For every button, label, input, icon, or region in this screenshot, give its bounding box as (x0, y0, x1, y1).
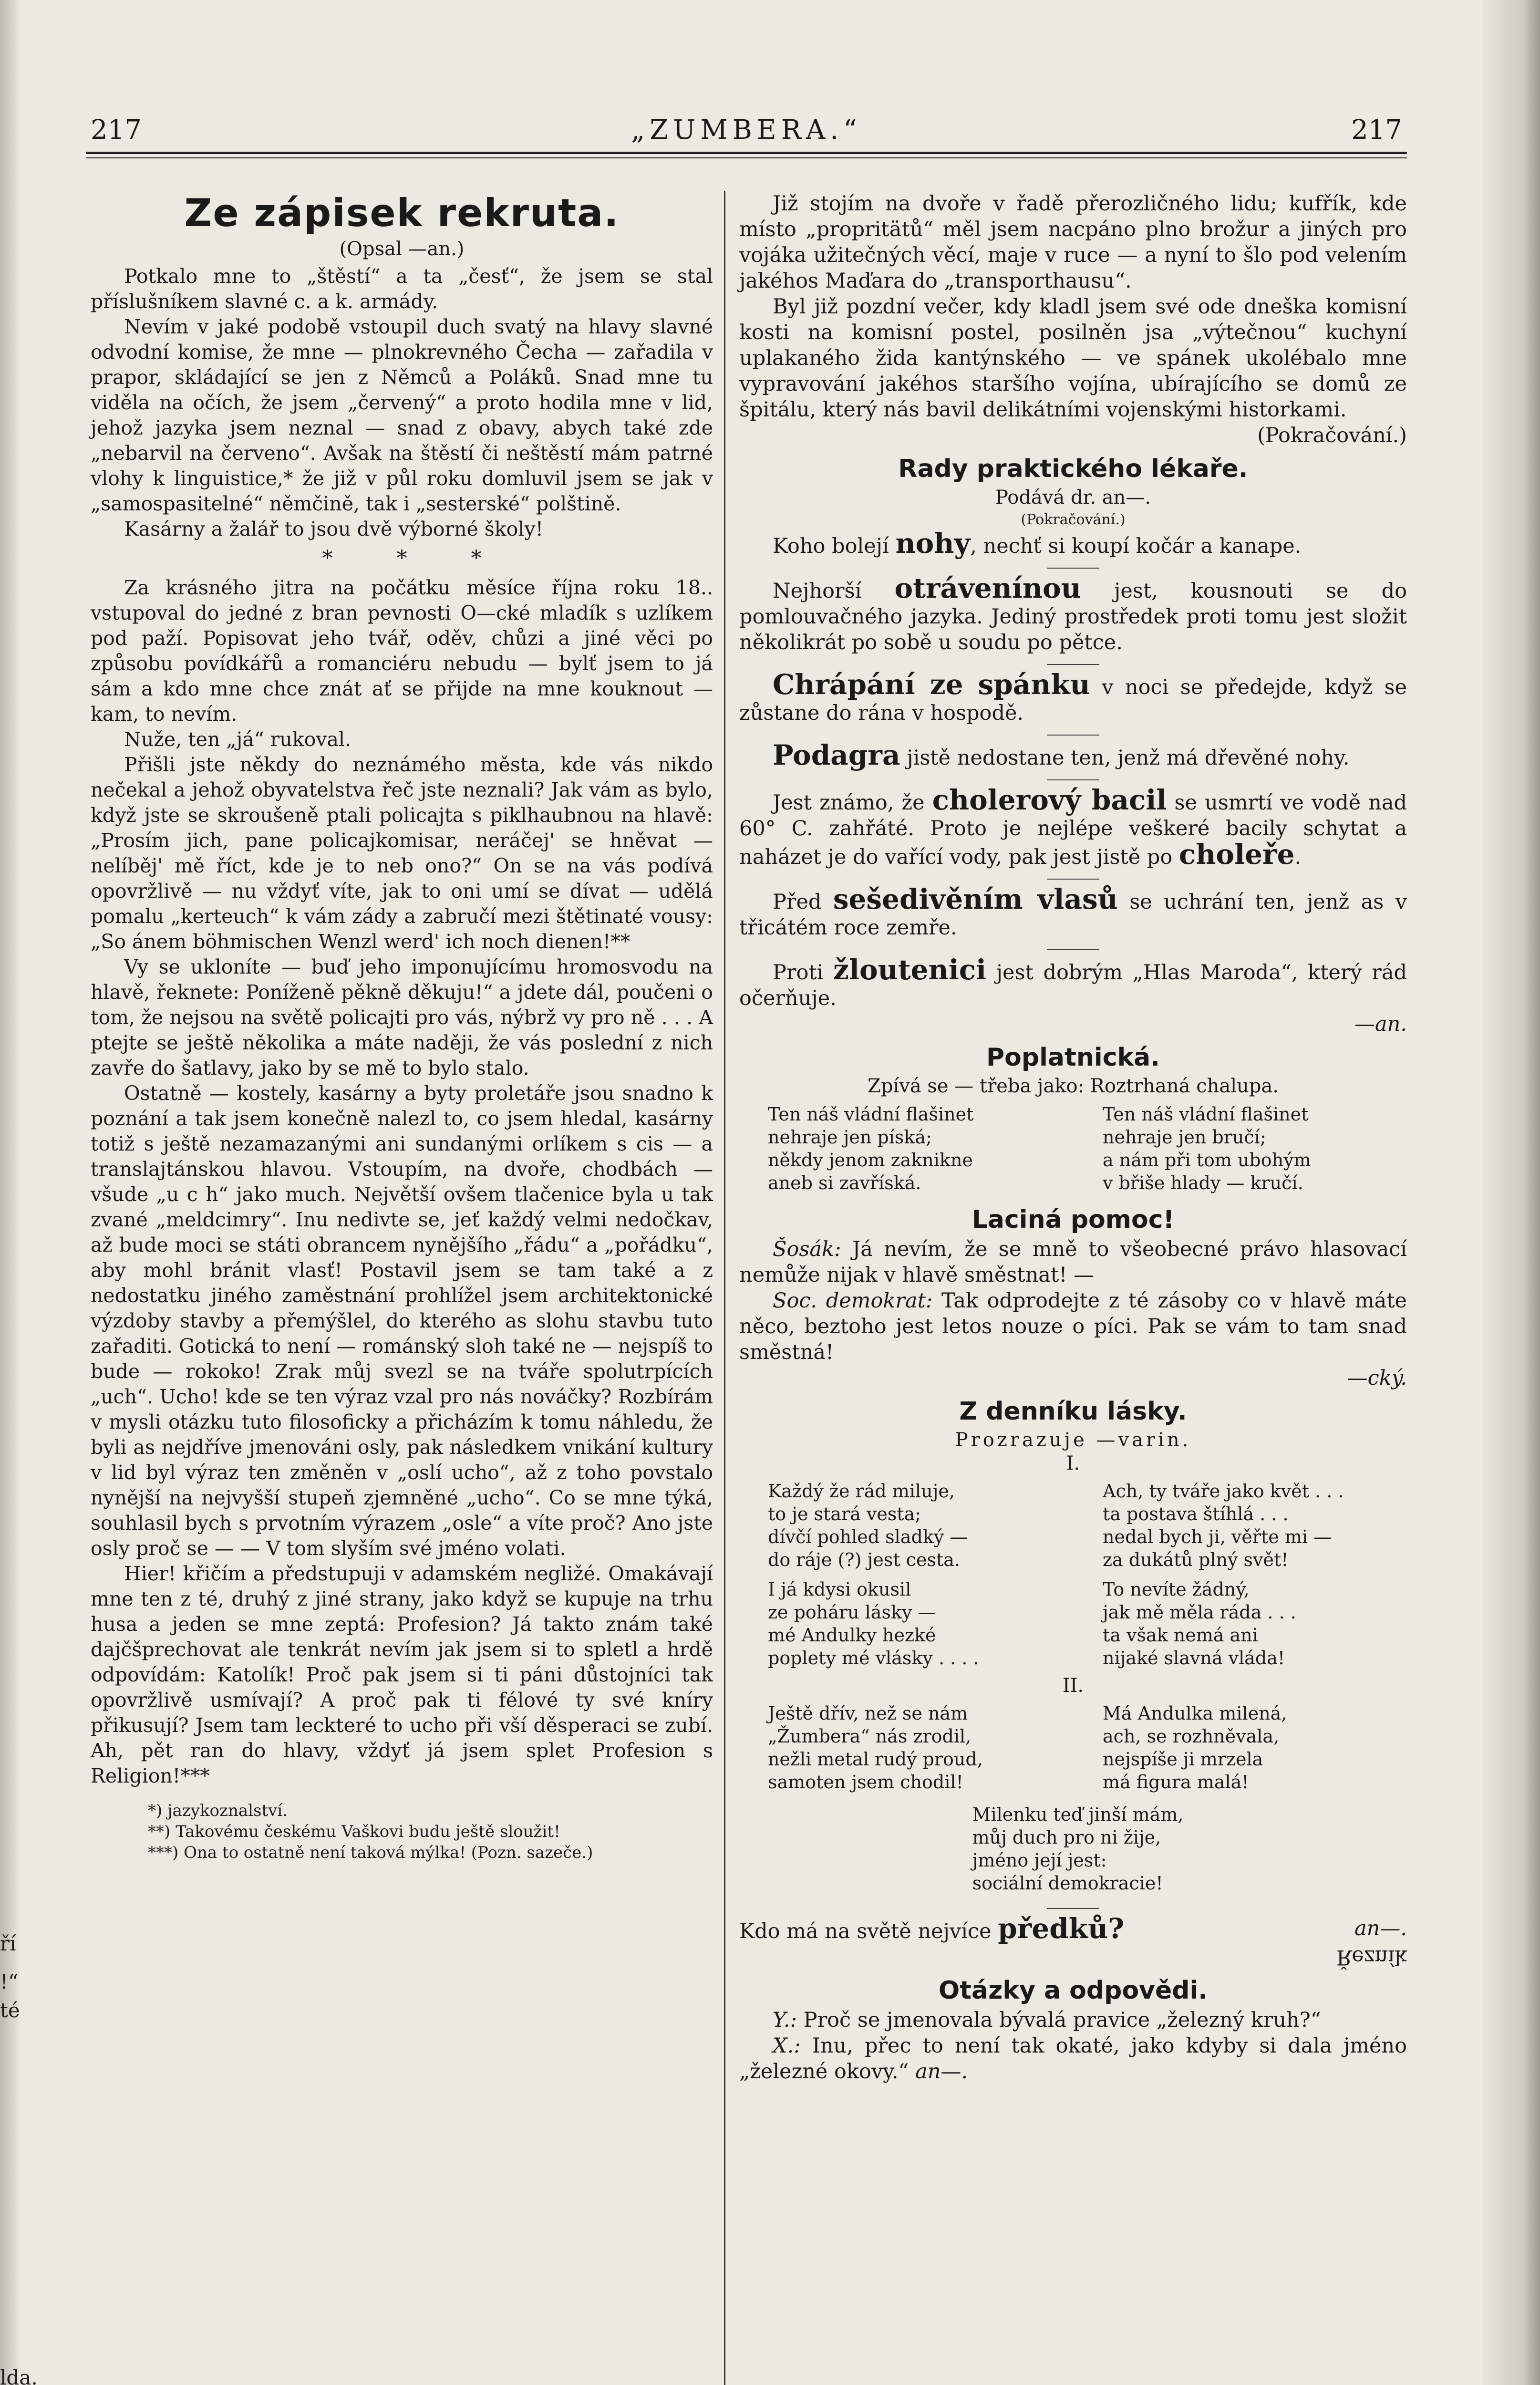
verse: za dukátů plný svět! (1103, 1549, 1289, 1570)
verse: nehraje jen bručí; (1103, 1127, 1266, 1148)
footnote: **) Takovému českému Vaškovi budu ještě sloužit! (148, 1822, 560, 1841)
separator (1047, 568, 1099, 569)
footnotes (91, 1800, 713, 1863)
continuation-note: (Pokračování.) (1257, 424, 1407, 447)
margin-fragment: !“ (0, 1970, 19, 1993)
separator (1047, 735, 1099, 736)
paragraph: Nevím v jaké podobě vstoupil duch svatý na hlavy slavné odvodní komise, že mne — plnokrevného Čecha — zařadila v prapor, skládající se jen z Němců a Poláků. Snad mne tu viděla na očích, že jsem „červený“ a proto hodila mne v lid, jehož jazyka jsem neznal — snad z obavy, abych také zde „nebarvil na červeno“. Avšak na štěstí či neštěstí mám patrné vlohy k linguistice,* že již v půl roku domluvil jsem se jak v „samospasitelné“ němčině, tak i „sesterské“ polštině. (91, 315, 713, 515)
margin-fragment: té (0, 1999, 20, 2022)
separator (1047, 1908, 1099, 1909)
separator (1047, 779, 1099, 780)
poem (739, 1697, 1407, 1798)
verse: nejspíše ji mrzela (1103, 1749, 1263, 1770)
paragraph: Vy se ukloníte — buď jeho imponujícímu hromosvodu na hlavě, řeknete: Poníženě pěkně děkuju!“ a jdete dál, poučeni o tom, že nejsou na světě policajti pro vás, nýbrž vy pro ně . . . A ptejte se ještě několika a máte naději, že vás poslední z nich zavře do šatlavy, jako by se mě to bylo stalo. (91, 955, 713, 1079)
advice-byline: Podává dr. an—. (995, 487, 1151, 508)
verse: I já kdysi okusil (768, 1579, 911, 1600)
separator (1047, 664, 1099, 665)
verse: Každý že rád miluje, (768, 1481, 955, 1502)
verse: ze poháru lásky — (768, 1602, 936, 1623)
left-column (91, 191, 713, 1863)
left-page-edge (0, 0, 19, 2385)
verse: Milenku teď jinší mám, (972, 1804, 1184, 1825)
column-divider (724, 191, 725, 2385)
paragraph: Ostatně — kostely, kasárny a byty proletáře jsou snadno k poznání a tak jsem konečně nalezl to, co jsem hledal, kasárny totiž s ještě nezamazanými ani sundanými orlíkem s cis — a translajtánskou hlavou. Vstoupím, na dvoře, chodbách — všude „u c h“ jako much. Největší ovšem tlačenice byla u tak zvané „meldcimry“. Inu nedivte se, jeť každý velmi nedočkav, až bude moci se státi obrancem nynějšího „řádu“ a „pořádku“, aby mohl bránit vlasť! Postavil jsem se tam také a z nedostatku jiného zaměstnání prohlížel jsem architektonické výzdoby stavby a přemýšlel, do kterého as slohu stavbu tuto zařaditi. Gotická to není — románský sloh také ne — nejspíš to bude — rokoko! Zrak můj svezl se na tváře spolutrpících „uch“. Ucho! kde se ten výraz vzal pro nás nováčky? Rozbírám v mysli otázku tuto filosoficky a přicházím k tomu náhledu, že byli as nejdříve jmenováni osly, pak následkem vnikání kultury v lid byl výraz ten změněn v „oslí ucho“, až z toho povstalo nynější na nejvyšší stupeň zjemněné „ucho“. Co se mne týká, souhlasil bych s prvotním výrazem „osle“ a víte proč? Ano jste osly proč se — — V tom slyším své jméno volati. (91, 1082, 713, 1560)
poem (739, 1475, 1407, 1674)
stanza-right (1103, 1480, 1388, 1670)
advice-item: Koho bolejí nohy, nechť si koupí kočár a kanape. (773, 527, 1302, 560)
verse: Ještě dřív, než se nám (768, 1703, 968, 1724)
advice-item: Jest známo, že cholerový bacil se usmrtí ve vodě nad 60° C. zahřáté. Proto je nejlépe veškeré bacily schytat a naházet je do vařící vody, pak jest jistě po choleře. (739, 784, 1407, 871)
verse: má figura malá! (1103, 1772, 1249, 1793)
section-number: II. (1062, 1675, 1084, 1697)
verse: ach, se rozhněvala, (1103, 1726, 1280, 1747)
pomoc-title: Laciná pomoc! (972, 1205, 1175, 1234)
verse: můj duch pro ni žije, (972, 1827, 1161, 1848)
dialogue-line: Soc. demokrat: Tak odprodejte z té zásoby co v hlavě máte něco, beztoho jest letos nouze o píci. Pak se vám to tam snad směstná! (739, 1289, 1407, 1364)
article-byline: (Opsal —an.) (339, 238, 465, 260)
verse: to je stará vesta; (768, 1504, 921, 1524)
stanza-left (768, 1103, 1053, 1194)
verse: ta však nemá ani (1103, 1625, 1258, 1646)
paragraph: Již stojím na dvoře v řadě přerozličného lidu; kufřík, kde místo „propritätů“ měl jsem nacpáno plno brožur a jiných pro vojáka užitečných věcí, maje v ruce — a nyní to šlo pod velením jakéhos Maďara do „transporthausu“. (739, 192, 1407, 293)
advice-item: Chrápání ze spánku v noci se předejde, když se zůstane do rána v hospodě. (739, 668, 1407, 725)
paragraph: Hier! křičím a předstupuji v adamském negližé. Omakávají mne ten z té, druhý z jiné strany, jako když se kupuje na trhu husa a jeden se mne zeptá: Profesion? Já takto znám také dajčšprechovat ale tenkrát nevím jak jsem si to spletl a hrdě odpovídám: Katolík! Proč pak jsem si ti páni důstojníci tak opovržlivě usmívají? A proč pak ti félové ty své kníry přikusují? Jsem tam leckteré to ucho při vší děsperaci se zubí. Ah, pět ran do hlavy, vždyť já jsem splet Profesion s Religion!*** (91, 1562, 713, 1787)
verse: sociální demokracie! (972, 1873, 1163, 1894)
section-number: I. (1066, 1452, 1080, 1474)
page-number-right: 217 (1351, 114, 1402, 145)
dialogue-line: Šosák: Já nevím, že se mně to všeobecné právo hlasovací nemůže nijak v hlavě směstnat! — (739, 1237, 1407, 1287)
separator (1047, 949, 1099, 950)
advice-item: Před sešedivěním vlasů se uchrání ten, jenž as v třicátém roce zemře. (739, 883, 1407, 940)
paragraph: Nuže, ten „já“ rukoval. (124, 728, 351, 751)
footnote: *) jazykoznalství. (148, 1801, 288, 1820)
advice-item: Podagra jistě nedostane ten, jenž má dřevěné nohy. (773, 739, 1350, 771)
answer: X.: Inu, přec to není tak okaté, jako kdyby si dala jméno „železné okovy.“ an—. (739, 2034, 1407, 2084)
verse: nehraje jen píská; (768, 1127, 932, 1148)
poplatnicka-title: Poplatnická. (986, 1043, 1160, 1072)
section-stars: * * * (322, 546, 482, 570)
verse: aneb si zavříská. (768, 1172, 921, 1193)
poplatnicka-intro: Zpívá se — třeba jako: Roztrhaná chalupa. (868, 1075, 1279, 1097)
verse: v břiše hlady — kručí. (1103, 1172, 1303, 1193)
newspaper-title: „ZUMBERA.“ (631, 114, 862, 145)
signature: —cký. (1347, 1366, 1407, 1390)
right-page-edge (1483, 0, 1540, 2385)
right-column (739, 191, 1407, 2084)
verse: nežli metal rudý proud, (768, 1749, 983, 1770)
verse: Ach, ty tváře jako květ . . . (1103, 1481, 1344, 1502)
verse: do ráje (?) jest cesta. (768, 1549, 960, 1570)
page-number-left: 217 (91, 114, 142, 145)
verse: nijaké slavná vláda! (1103, 1648, 1285, 1669)
article-title: Ze zápisek rekruta. (184, 191, 620, 235)
stanza-left (768, 1480, 1053, 1670)
header-rule (86, 152, 1407, 154)
margin-fragment: ří (0, 1932, 16, 1955)
advice-continuation: (Pokračování.) (1021, 511, 1126, 528)
header-rule-thin (86, 157, 1407, 158)
verse: poplety mé vlásky . . . . (768, 1648, 979, 1669)
paragraph: Potkalo mne to „štěstí“ a ta „česť“, že jsem se stal příslušníkem slavné c. a k. armády. (91, 265, 713, 313)
verse: Ten náš vládní flašinet (1103, 1104, 1309, 1125)
poem (739, 1098, 1407, 1199)
paragraph: Byl již pozdní večer, kdy kladl jsem své ode dneška komisní kosti na komisní postel, posilněn jsa „výtečnou“ kuchyní uplakaného žida kantýnského — ve spánek ukolébalo mne vypravování jakéhos staršího vojína, ubírajícího se domů ze špitálu, který nás bavil delikátními vojenskými historkami. (739, 295, 1407, 422)
verse: a nám při tom ubohým (1103, 1150, 1311, 1171)
stanza-left (768, 1702, 1053, 1794)
signature: —an. (1354, 1012, 1407, 1036)
verse: mé Andulky hezké (768, 1625, 936, 1646)
verse: dívčí pohled sladký — (768, 1526, 968, 1547)
verse: samoten jsem chodil! (768, 1772, 963, 1793)
separator (1047, 879, 1099, 880)
margin-fragment: lda. (0, 2366, 38, 2385)
stanza-right (1103, 1702, 1388, 1794)
verse: Má Andulka milená, (1103, 1703, 1287, 1724)
verse: nedal bych ji, věřte mi — (1103, 1526, 1332, 1547)
footnote: ***) Ona to ostatně není taková mýlka! (Pozn. sazeče.) (148, 1843, 593, 1862)
paragraph: Kasárny a žalář to jsou dvě výborné školy! (124, 518, 544, 540)
otazky-title: Otázky a odpovědi. (938, 1976, 1208, 2005)
question: Y.: Proč se jmenovala bývalá pravice „železný kruh?“ (773, 2008, 1321, 2032)
denik-byline: Prozrazuje —varin. (955, 1429, 1191, 1451)
advice-title: Rady praktického lékaře. (898, 455, 1248, 483)
verse: „Žumbera“ nás zrodil, (768, 1726, 972, 1747)
verse: jméno její jest: (972, 1850, 1107, 1871)
paragraph: Za krásného jitra na počátku měsíce října roku 18.. vstupoval do jedné z bran pevnosti O—cké mladík s uzlíkem pod paží. Popisovat jeho tvář, oděv, chůzi a jiné věci po způsobu povídkářů a romanciéru nebudu — bylť jsem to já sám a kdo mne chce znát ať se přijde na mne kouknout — kam, to nevím. (91, 576, 713, 726)
verse: To nevíte žádný, (1103, 1579, 1250, 1600)
advice-item: Nejhorší otrávenínou jest, kousnouti se do pomlouvačného jazyka. Jediný prostředek proti tomu jest složit několikrát po sobě u soudu po pětce. (739, 572, 1407, 654)
stanza-center (972, 1803, 1184, 1895)
paragraph: Přišli jste někdy do neznámého města, kde vás nikdo nečekal a jehož obyvatelstva řeč jste neznali? Jak vám as bylo, když jste se skroušeně ptali policajta s piklhaubnou na hlavě: „Prosím jich, pane policajkomisar, neráčej' se hněvat — nelíběj' mě říct, kde je to neb ono?“ On se na vás podívá opovržlivě — nu vždyť víte, jak to oni umí se dívat — udělá pomalu „kerteuch“ k vám zády a zabručí mezi štětinaté vousy: „So ánem böhmischen Wenzl werd' ich noch dienen!** (91, 753, 713, 953)
question-line: Kdo má na světě nejvíce předků? an—. (739, 1912, 1407, 1945)
stanza-right (1103, 1103, 1388, 1194)
advice-item: Proti žloutenici jest dobrým „Hlas Maroda“, který rád očerňuje. (739, 954, 1407, 1010)
verse: Ten náš vládní flašinet (768, 1104, 974, 1125)
verse: jak mě měla ráda . . . (1103, 1602, 1296, 1623)
denik-title: Z denníku lásky. (959, 1397, 1187, 1426)
verse: ta postava štíhlá . . . (1103, 1504, 1289, 1524)
verse: někdy jenom zaknikne (768, 1150, 973, 1171)
mirrored-signature: Řezník (1336, 1945, 1407, 1969)
poem (739, 1798, 1407, 1899)
page-header (91, 114, 1402, 153)
